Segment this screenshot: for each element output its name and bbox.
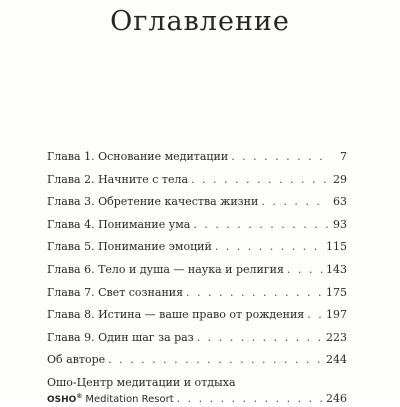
- toc-entry-label: Глава 7. Свет сознания: [47, 285, 184, 299]
- dot-leader: [231, 146, 328, 169]
- dot-leader: [287, 259, 323, 282]
- toc-entry: [47, 349, 347, 372]
- toc-entry-page: 197: [326, 308, 347, 322]
- toc-entry: [47, 282, 347, 305]
- toc-entry-label: Глава 2. Начните с тела: [47, 172, 189, 186]
- toc-entry-page: 29: [333, 172, 347, 186]
- dot-leader: [186, 282, 323, 305]
- dot-leader: [215, 236, 323, 259]
- table-of-contents: [47, 146, 347, 407]
- toc-entry-page: 223: [326, 330, 347, 344]
- toc-entry-label: Глава 9. Один шаг за раз: [47, 330, 194, 344]
- dot-leader: [193, 214, 328, 237]
- toc-entry: [47, 214, 347, 237]
- toc-entry-label: Глава 3. Обретение качества жизни: [47, 195, 259, 209]
- toc-entry-label: Глава 5. Понимание эмоций: [47, 240, 212, 254]
- dot-leader: [261, 191, 328, 214]
- toc-entry: [47, 191, 347, 214]
- dot-leader: [177, 392, 323, 406]
- toc-entry-label: Ошо-Центр медитации и отдыха: [47, 375, 236, 389]
- toc-entry-resort: [47, 372, 347, 407]
- toc-entry-page: 175: [326, 285, 347, 299]
- dot-leader: [197, 327, 323, 350]
- toc-entry-label: Глава 4. Понимание ума: [47, 217, 191, 231]
- toc-entry: [47, 259, 347, 282]
- toc-entry-label: Глава 1. Основание медитации: [47, 150, 229, 163]
- page-title: Оглавление: [110, 6, 290, 37]
- toc-entry: [47, 146, 347, 169]
- toc-entry-subtitle: Meditation Resort: [85, 393, 174, 405]
- toc-entry-page: 93: [333, 217, 347, 231]
- toc-entry-line2: [47, 390, 347, 407]
- toc-entry-label: Глава 6. Тело и душа — наука и религия: [47, 262, 284, 276]
- toc-entry: [47, 304, 347, 327]
- toc-entry-page: 143: [326, 262, 347, 276]
- toc-entry-page: 63: [333, 195, 347, 209]
- toc-entry-label: Глава 8. Истина — ваше право от рождения: [47, 308, 305, 322]
- toc-entry-page: 246: [326, 391, 347, 405]
- toc-entry-page: 7: [340, 150, 347, 163]
- dot-leader: [108, 349, 323, 372]
- toc-entry: [47, 327, 347, 350]
- toc-entry: [47, 169, 347, 192]
- toc-entry: [47, 236, 347, 259]
- osho-brand: OSHO®: [47, 392, 83, 405]
- dot-leader: [191, 169, 328, 192]
- toc-entry-page: 115: [326, 240, 347, 254]
- toc-entry-label: Об авторе: [47, 353, 106, 367]
- dot-leader: [307, 304, 323, 327]
- toc-entry-page: 244: [326, 353, 347, 367]
